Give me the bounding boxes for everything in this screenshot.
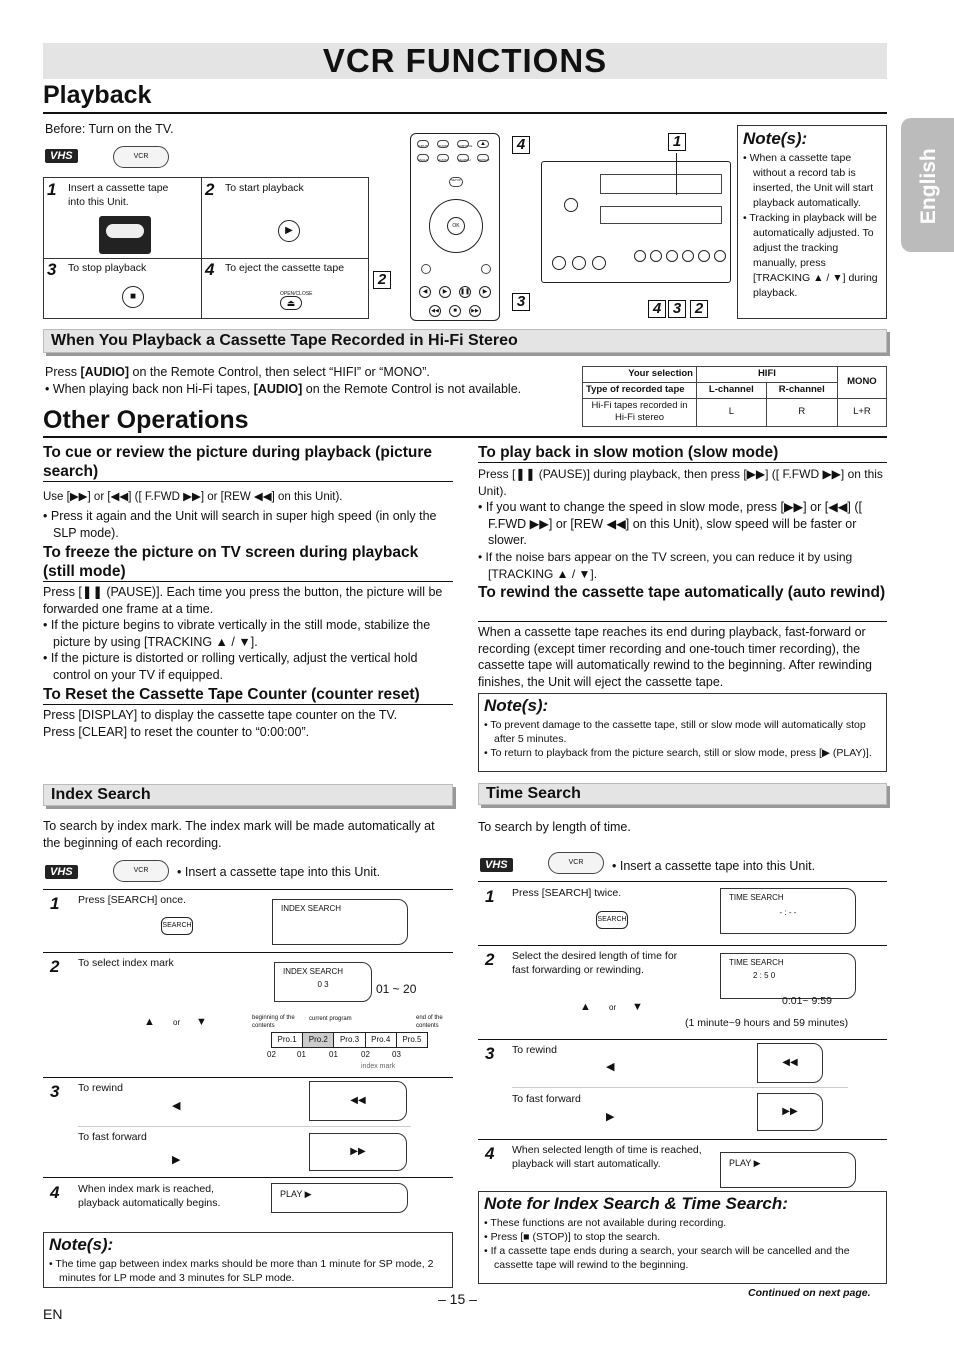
down-icon: ▼ (196, 1016, 207, 1028)
eject-icon: ⏏ (280, 296, 302, 310)
vcr-button-icon: VCR (548, 852, 604, 874)
other-heading: Other Operations (43, 406, 249, 434)
index-intro: To search by index mark. The index mark will be made automatically at the beginning of each recording. (43, 819, 435, 850)
time-note-2: • Press [■ (STOP)] to stop the search. (484, 1230, 661, 1243)
table-header-r: R-channel (766, 382, 837, 398)
search-button-icon: SEARCH (596, 911, 628, 929)
table-cell: R (766, 398, 837, 427)
play-lcd: PLAY ▶ (720, 1152, 856, 1188)
mark-label: 01 (297, 1050, 306, 1059)
remote-dpad: OK (429, 199, 483, 253)
reset-line-2: Press [CLEAR] to reset the counter to “0:00:00”. (43, 725, 310, 739)
time-notes (478, 1191, 887, 1284)
note-1: • When a cassette tape without a record tab is inserted, the Unit will start playback automatically. (743, 151, 874, 209)
hifi-text-2: • When playing back non Hi-Fi tapes, [AUDIO] on the Remote Control is not available. (45, 382, 522, 396)
note-title: Note for Index Search & Time Search: (484, 1194, 788, 1213)
callout-1: 1 (668, 133, 686, 151)
mark-label: 02 (267, 1050, 276, 1059)
time-range-note: (1 minute~9 hours and 59 minutes) (685, 1017, 849, 1029)
note-title: Note(s): (743, 129, 808, 148)
index-step-3b: To fast forward (78, 1131, 147, 1143)
cue-bullet: • Press it again and the Unit will search in super high speed (in only the SLP mode). (43, 509, 437, 540)
down-icon: ▼ (632, 1001, 643, 1013)
note-title: Note(s): (484, 696, 549, 715)
forward-icon: ▶ (606, 1111, 615, 1123)
rewind-lcd: ◀◀ (309, 1081, 407, 1121)
table-cell: Hi-Fi tapes recorded in Hi-Fi stereo (583, 398, 697, 427)
freeze-bullet-1: • If the picture begins to vibrate vertically in the still mode, stabilize the picture by using [TRACKING ▲ / ▼]. (43, 618, 431, 649)
forward-lcd: ▶▶ (309, 1133, 407, 1171)
freeze-heading: To freeze the picture on TV screen during playback (still mode) (43, 544, 419, 580)
rewind-icon: ◀ (606, 1061, 615, 1073)
reset-heading: To Reset the Cassette Tape Counter (counter reset) (43, 686, 420, 703)
hifi-heading: When You Playback a Cassette Tape Recorded in Hi-Fi Stereo (43, 329, 887, 353)
time-step-1: Press [SEARCH] twice. (512, 887, 622, 899)
rewind-heading: To rewind the cassette tape automatically (auto rewind) (478, 584, 886, 601)
table-cell: L (697, 398, 767, 427)
time-note-3: • If a cassette tape ends during a search, your search will be cancelled and the cassette tape will rewind to the beginning. (484, 1244, 850, 1271)
forward-icon: ▶ (172, 1154, 181, 1166)
stop-icon: ■ (122, 286, 144, 308)
current-label: current program (309, 1016, 352, 1022)
index-lcd-2: INDEX SEARCH 0 3 (274, 962, 372, 1002)
step-1-text: Insert a cassette tape into this Unit. (68, 182, 169, 208)
index-mark-label: index mark (361, 1063, 396, 1070)
time-step-3a: To rewind (512, 1044, 557, 1056)
table-header-hifi: HIFI (697, 367, 838, 383)
time-intro: To search by length of time. (478, 820, 631, 834)
playback-steps (43, 177, 369, 319)
beginning-label: beginning of the contents (252, 1015, 295, 1029)
forward-lcd: ▶▶ (757, 1093, 823, 1131)
cassette-icon (99, 216, 151, 254)
mark-label: 01 (329, 1050, 338, 1059)
cue-heading: To cue or review the picture during playback (picture search) (43, 444, 433, 480)
time-insert: • Insert a cassette tape into this Unit. (612, 859, 816, 873)
play-lcd: PLAY ▶ (271, 1183, 408, 1213)
table-header-l: L-channel (697, 382, 767, 398)
mark-label: 02 (361, 1050, 370, 1059)
program-cell-current: Pro.2 (303, 1033, 334, 1047)
note-title: Note(s): (49, 1235, 114, 1254)
table-header-mono: MONO (837, 367, 886, 399)
time-range: 0:01~ 9:59 (782, 995, 832, 1007)
mark-label: 03 (392, 1050, 401, 1059)
hifi-text-1: Press [AUDIO] on the Remote Control, then select “HIFI” or “MONO”. (45, 365, 430, 379)
play-icon: ▶ (278, 220, 300, 242)
program-strip (271, 1032, 428, 1048)
slow-line: Press [❚❚ (PAUSE)] during playback, then press [▶▶] ([ F.FWD ▶▶] on this Unit). (478, 467, 883, 498)
hifi-table (582, 366, 887, 427)
index-search-heading: Index Search (43, 784, 453, 806)
language-tab-label: English (916, 148, 940, 225)
language-code: EN (43, 1306, 63, 1322)
index-lcd-1: INDEX SEARCH (272, 899, 408, 945)
note-2: • Tracking in playback will be automatically adjusted. To adjust the tracking manually, press [TRACKING ▲ / ▼] during playback. (743, 211, 878, 299)
other-rule (43, 436, 887, 438)
slow-heading: To play back in slow motion (slow mode) (478, 444, 779, 461)
eject-label: OPEN/CLOSE (280, 291, 313, 297)
program-cell: Pro.5 (402, 1035, 422, 1044)
index-range: 01 ~ 20 (376, 982, 417, 996)
rewind-lcd: ◀◀ (757, 1043, 823, 1083)
step-3-text: To stop playback (68, 262, 147, 274)
up-icon: ▲ (144, 1016, 155, 1028)
time-lcd-1: TIME SEARCH - : - - (720, 888, 856, 934)
unit-front-illustration (541, 161, 731, 283)
vhs-badge: VHS (480, 856, 513, 873)
other-note-2: • To return to playback from the picture search, still or slow mode, press [▶ (PLAY)]. (484, 746, 872, 759)
time-step-3b: To fast forward (512, 1093, 581, 1105)
up-icon: ▲ (580, 1001, 591, 1013)
before-text: Before: Turn on the TV. (45, 122, 174, 136)
time-note-1: • These functions are not available during recording. (484, 1216, 727, 1229)
reset-line-1: Press [DISPLAY] to display the cassette tape counter on the TV. (43, 708, 398, 722)
index-step-4: When index mark is reached, playback automatically begins. (78, 1183, 221, 1209)
program-cell: Pro.1 (272, 1033, 303, 1047)
index-step-1: Press [SEARCH] once. (78, 894, 186, 906)
search-button-icon: SEARCH (161, 917, 193, 935)
index-step-3a: To rewind (78, 1082, 123, 1094)
time-lcd-2: TIME SEARCH 2 : 5 0 (720, 953, 856, 999)
table-header-selection: Your selection (583, 367, 697, 383)
step-number: 2 (205, 180, 215, 199)
freeze-line: Press [❚❚ (PAUSE)]. Each time you press the button, the picture will be forwarded one frame at a time. (43, 585, 443, 616)
language-tab (901, 118, 954, 252)
vhs-badge: VHS (45, 147, 78, 164)
page-number: – 15 – (438, 1291, 477, 1307)
index-insert: • Insert a cassette tape into this Unit. (177, 865, 381, 879)
cue-line: Use [▶▶] or [◀◀] ([ F.FWD ▶▶] or [REW ◀◀] on this Unit). (43, 491, 343, 503)
remote-control-illustration: INPUT ZOOM SUBTITLE ▲ ANGLE AUDIO SEARCH REPEAT SETUP OK ◀ ▶ ❚❚ ▶ ◀◀ ■ ▶▶ (410, 133, 500, 321)
callout-2b: 2 (690, 300, 708, 318)
continued-note: Continued on next page. (748, 1287, 871, 1299)
freeze-bullet-2: • If the picture is distorted or rolling vertically, adjust the vertical hold control on your TV if equipped. (43, 651, 418, 682)
table-cell: L+R (837, 398, 886, 427)
or-label: or (609, 1003, 617, 1012)
vcr-button-icon: VCR (113, 146, 169, 168)
time-step-2: Select the desired length of time for fast forwarding or rewinding. (512, 950, 678, 976)
step-number: 3 (47, 260, 57, 279)
time-step-4: When selected length of time is reached, playback will start automatically. (512, 1144, 702, 1170)
other-notes (478, 693, 887, 772)
index-note: • The time gap between index marks should be more than 1 minute for SP mode, 2 minutes for LP mode and 3 minutes for SLP mode. (49, 1257, 434, 1284)
playback-notes (737, 125, 887, 319)
slow-bullet-2: • If the noise bars appear on the TV screen, you can reduce it by using [TRACKING ▲ / ▼]. (478, 550, 853, 581)
program-cell: Pro.4 (366, 1033, 397, 1047)
table-header-type: Type of recorded tape (583, 382, 697, 398)
time-search-heading: Time Search (478, 783, 887, 805)
callout-3: 3 (512, 293, 530, 311)
slow-bullet-1: • If you want to change the speed in slow mode, press [▶▶] or [◀◀] ([ F.FWD ▶▶] or [REW ◀◀] on this Unit), slow speed will be faster or slower. (478, 500, 862, 547)
playback-rule (43, 112, 887, 114)
step-number: 1 (47, 180, 57, 199)
rewind-icon: ◀ (172, 1100, 181, 1112)
other-note-1: • To prevent damage to the cassette tape, still or slow mode will automatically stop after 5 minutes. (484, 718, 866, 745)
callout-2: 2 (373, 271, 391, 289)
callout-4b: 4 (648, 300, 666, 318)
end-label: end of the contents (416, 1015, 443, 1029)
playback-heading: Playback (43, 81, 152, 109)
page-title: VCR FUNCTIONS (43, 43, 887, 79)
program-cell: Pro.3 (334, 1033, 365, 1047)
callout-3b: 3 (668, 300, 686, 318)
index-notes (43, 1232, 453, 1288)
vcr-button-icon: VCR (113, 860, 169, 882)
vhs-badge: VHS (45, 863, 78, 880)
step-4-text: To eject the cassette tape (225, 262, 345, 274)
step-number: 4 (205, 260, 215, 279)
callout-4: 4 (512, 136, 530, 154)
or-label: or (173, 1018, 181, 1027)
index-step-2: To select index mark (78, 957, 174, 969)
rewind-text: When a cassette tape reaches its end during playback, fast-forward or recording (except timer recording and one-touch timer recording), the cassette tape will automatically rewind to the beginning. After rewinding finishes, the Unit will eject the cassette tape. (478, 625, 872, 689)
step-2-text: To start playback (225, 182, 304, 194)
